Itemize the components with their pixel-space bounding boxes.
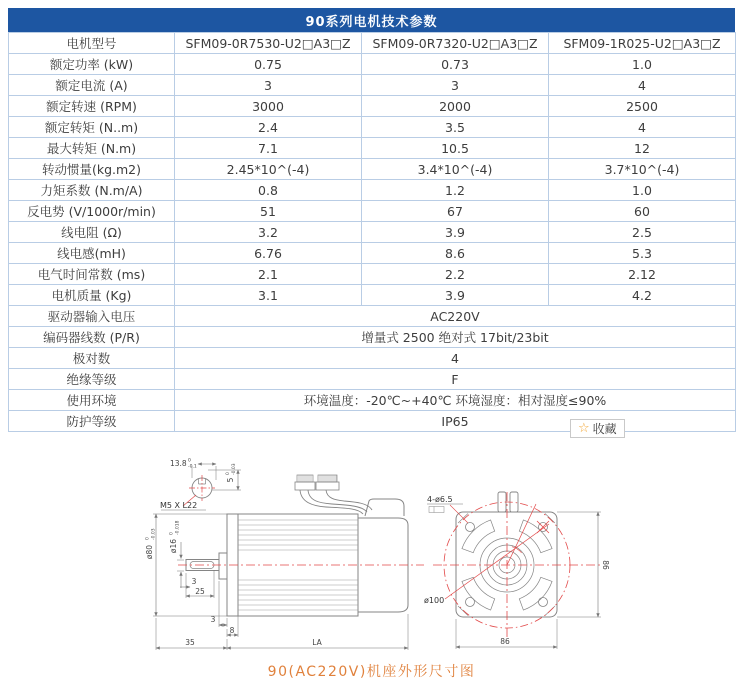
side-dimensions [153, 464, 408, 650]
row-label: 额定转矩 (N..m) [9, 117, 175, 138]
drawing-caption: 90(AC220V)机座外形尺寸图 [267, 664, 476, 680]
row-value: 7.1 [175, 138, 362, 159]
dim-shaft-length: 13.8 [170, 459, 187, 468]
table-row [9, 411, 736, 432]
row-value: SFM09-0R7530-U2□A3□Z [175, 33, 362, 54]
row-value: 1.0 [549, 54, 736, 75]
side-view [145, 458, 425, 651]
table-row [9, 390, 736, 411]
row-value: IP65 [175, 411, 736, 432]
row-value: 2.12 [549, 264, 736, 285]
row-value: 4 [549, 75, 736, 96]
table-row [9, 138, 736, 159]
row-value: 1.2 [362, 180, 549, 201]
row-label: 驱动器输入电压 [9, 306, 175, 327]
dim-shaft-dia-tol-top: 0 [169, 532, 175, 535]
dim-key-depth: 5 [226, 477, 235, 483]
mount-holes-label: 4-ø6.5 [427, 495, 453, 504]
row-label: 极对数 [9, 348, 175, 369]
dim-shaft-extension: 35 [185, 638, 195, 647]
dim-flange-height: 86 [601, 560, 610, 570]
row-label: 使用环境 [9, 390, 175, 411]
table-row [9, 33, 736, 54]
row-label: 额定电流 (A) [9, 75, 175, 96]
dim-shaft-length-tol-top: 0 [188, 458, 191, 464]
table-row [9, 306, 736, 327]
dimension-drawing [0, 450, 743, 662]
dim-pilot-dia: ø80 [145, 544, 154, 560]
dim-boss-length: 3 [210, 615, 216, 624]
thread-spec-label: M5 X L22 [160, 501, 198, 510]
table-row [9, 264, 736, 285]
row-value: 3.1 [175, 285, 362, 306]
spec-table-body [9, 33, 736, 432]
row-value: 4 [549, 117, 736, 138]
favorite-label: 收藏 [592, 422, 617, 436]
dim-flange-thickness: 8 [229, 626, 235, 635]
dim-key-length: 25 [195, 587, 205, 596]
row-value: 0.73 [362, 54, 549, 75]
flange-circle-label: ø100 [424, 596, 445, 605]
table-row [9, 159, 736, 180]
row-label: 力矩系数 (N.m/A) [9, 180, 175, 201]
dim-shaft-dia-tol-bot: -0.018 [175, 520, 181, 535]
table-row [9, 348, 736, 369]
row-label: 转动惯量(kg.m2) [9, 159, 175, 180]
dim-key-offset: 3 [191, 577, 197, 586]
row-value: 10.5 [362, 138, 549, 159]
dim-body-length: LA [312, 638, 322, 647]
dim-shaft-length-tol-bot: -0.1 [188, 464, 197, 470]
row-value: 0.75 [175, 54, 362, 75]
row-value: 12 [549, 138, 736, 159]
spec-table [8, 32, 736, 432]
row-value: 3.9 [362, 222, 549, 243]
dim-flange-width: 86 [500, 637, 510, 646]
row-value: F [175, 369, 736, 390]
page-title: 90系列电机技术参数 [8, 8, 735, 32]
row-label: 线电感(mH) [9, 243, 175, 264]
star-icon: ☆ [578, 421, 590, 436]
row-label: 编码器线数 (P/R) [9, 327, 175, 348]
row-value: 3000 [175, 96, 362, 117]
row-value: 4 [175, 348, 736, 369]
row-value: 5.3 [549, 243, 736, 264]
row-value: 6.76 [175, 243, 362, 264]
row-value: 60 [549, 201, 736, 222]
table-row [9, 117, 736, 138]
row-value: 67 [362, 201, 549, 222]
row-value: SFM09-1R025-U2□A3□Z [549, 33, 736, 54]
row-value: 1.0 [549, 180, 736, 201]
table-row [9, 96, 736, 117]
table-row [9, 54, 736, 75]
row-value: 4.2 [549, 285, 736, 306]
dim-pilot-dia-tol-top: 0 [145, 537, 151, 540]
row-value: 2.4 [175, 117, 362, 138]
row-label: 电机型号 [9, 33, 175, 54]
row-value: 8.6 [362, 243, 549, 264]
row-label: 额定转速 (RPM) [9, 96, 175, 117]
row-label: 额定功率 (kW) [9, 54, 175, 75]
row-value: 51 [175, 201, 362, 222]
row-value: 2.1 [175, 264, 362, 285]
table-row [9, 222, 736, 243]
row-value: 2500 [549, 96, 736, 117]
table-row [9, 75, 736, 96]
front-dimensions [427, 504, 601, 649]
row-value: 3 [175, 75, 362, 96]
row-value: 3.4*10^(-4) [362, 159, 549, 180]
row-label: 绝缘等级 [9, 369, 175, 390]
table-row [9, 243, 736, 264]
row-value: 2.45*10^(-4) [175, 159, 362, 180]
row-value: 3.2 [175, 222, 362, 243]
row-value: 2000 [362, 96, 549, 117]
row-label: 反电势 (V/1000r/min) [9, 201, 175, 222]
row-value: 3.9 [362, 285, 549, 306]
dim-pilot-dia-tol-bot: -0.03 [151, 528, 157, 540]
dim-key-depth-tol-top: 0 [226, 472, 231, 475]
dim-key-depth-tol-bot: -0.03 [232, 463, 237, 475]
row-label: 电气时间常数 (ms) [9, 264, 175, 285]
dim-shaft-dia: ø16 [169, 538, 178, 554]
row-label: 最大转矩 (N.m) [9, 138, 175, 159]
row-value: SFM09-0R7320-U2□A3□Z [362, 33, 549, 54]
front-view [424, 492, 610, 649]
table-row [9, 201, 736, 222]
row-value: 2.2 [362, 264, 549, 285]
row-value: 增量式 2500 绝对式 17bit/23bit [175, 327, 736, 348]
table-row [9, 180, 736, 201]
favorite-button[interactable] [570, 419, 625, 438]
row-value: AC220V [175, 306, 736, 327]
row-label: 电机质量 (Kg) [9, 285, 175, 306]
table-row [9, 285, 736, 306]
row-value: 环境温度：-20℃~+40℃ 环境湿度：相对湿度≤90% [175, 390, 736, 411]
row-value: 3 [362, 75, 549, 96]
row-value: 2.5 [549, 222, 736, 243]
row-label: 防护等级 [9, 411, 175, 432]
table-row [9, 327, 736, 348]
row-value: 3.7*10^(-4) [549, 159, 736, 180]
row-value: 0.8 [175, 180, 362, 201]
row-label: 线电阻 (Ω) [9, 222, 175, 243]
table-row [9, 369, 736, 390]
row-value: 3.5 [362, 117, 549, 138]
